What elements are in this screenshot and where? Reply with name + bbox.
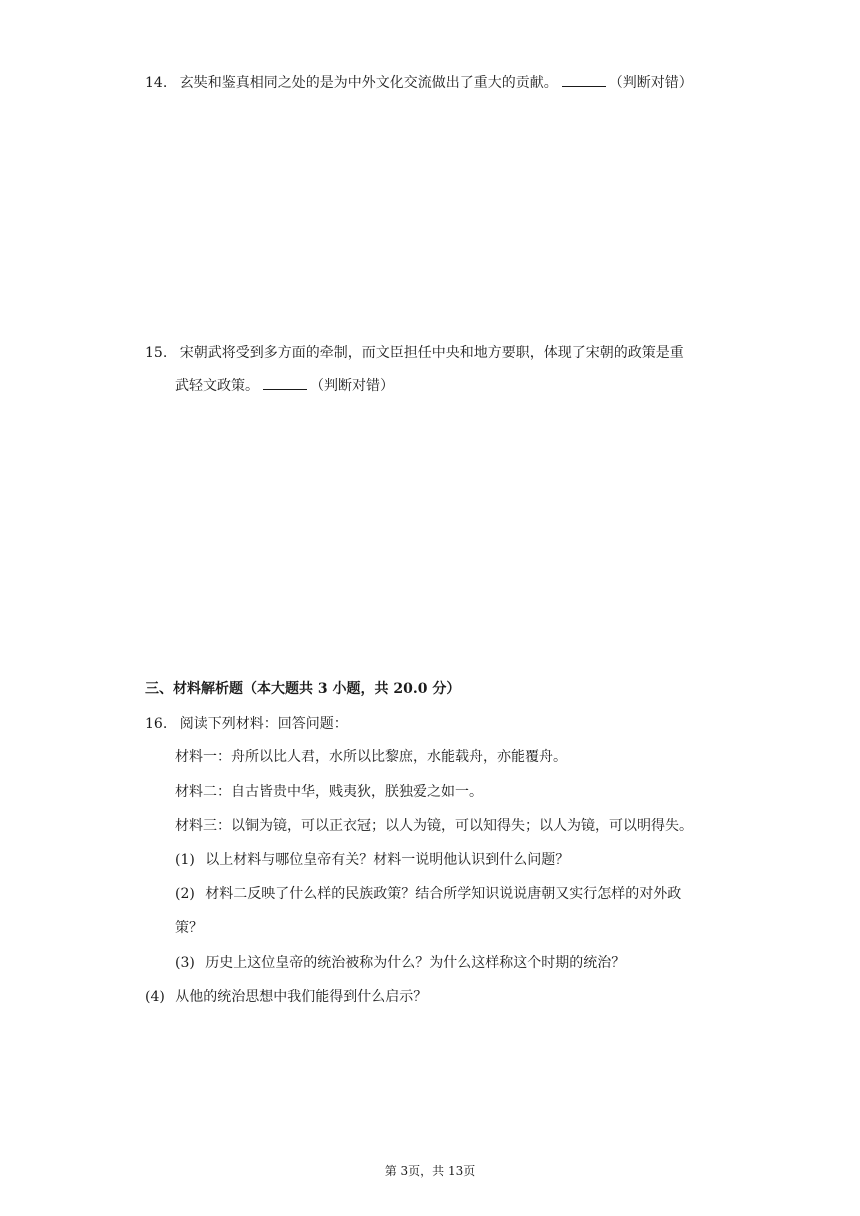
sub-question-2-continued: 策？ [175, 920, 203, 936]
material-2: 材料二：自古皆贵中华，贱夷狄，朕独爱之如一。 [175, 784, 483, 800]
material-3: 材料三：以铜为镜，可以正衣冠；以人为镜，可以知得失；以人为镜，可以明得失。 [175, 818, 693, 834]
question-number: 15. [145, 345, 168, 361]
sub-question-text: 以上材料与哪位皇帝有关？材料一说明他认识到什么问题？ [205, 852, 570, 868]
answer-blank[interactable] [562, 74, 606, 87]
question-text: 玄奘和鉴真相同之处的是为中外文化交流做出了重大的贡献。 [179, 75, 558, 91]
question-15 [145, 343, 684, 363]
sub-question-text: 历史上这位皇帝的统治被称为什么？为什么这样称这个时期的统治？ [205, 955, 626, 971]
section-title-prefix: 三、材料解析题（本大题共 [145, 681, 318, 697]
section-score: 20.0 [393, 681, 428, 697]
answer-blank[interactable] [263, 377, 307, 390]
material-1: 材料一：舟所以比人君，水所以比黎庶，水能载舟，亦能覆舟。 [175, 749, 567, 765]
sub-question-text: 从他的统治思想中我们能得到什么启示？ [175, 989, 428, 1005]
question-number: 14. [145, 75, 168, 91]
question-suffix: （判断对错） [608, 75, 693, 91]
sub-question-3 [175, 953, 625, 973]
page-footer: 第 3页，共 13页 [384, 1164, 476, 1178]
section-title-mid: 小题，共 [327, 681, 394, 697]
question-15-continued [175, 376, 394, 396]
question-text-line1: 宋朝武将受到多方面的牵制，而文臣担任中央和地方要职，体现了宋朝的政策是重 [179, 345, 684, 361]
sub-question-text: 材料二反映了什么样的民族政策？结合所学知识说说唐朝又实行怎样的对外政 [205, 886, 682, 902]
sub-question-2 [175, 884, 681, 904]
question-suffix: （判断对错） [310, 378, 394, 394]
section-heading [145, 679, 460, 699]
sub-question-label: (3) [175, 955, 195, 971]
sub-question-label: (2) [175, 886, 195, 902]
question-14 [145, 73, 693, 93]
question-number: 16. [145, 716, 168, 732]
sub-question-4 [145, 987, 427, 1007]
sub-question-label: (1) [175, 852, 195, 868]
section-title-suffix: 分） [427, 681, 461, 697]
question-16 [145, 714, 348, 734]
sub-question-1 [175, 850, 569, 870]
sub-question-label: (4) [145, 989, 165, 1005]
question-intro: 阅读下列材料：回答问题： [179, 716, 348, 732]
question-text-line2: 武轻文政策。 [175, 378, 259, 394]
section-count: 3 [317, 681, 328, 697]
